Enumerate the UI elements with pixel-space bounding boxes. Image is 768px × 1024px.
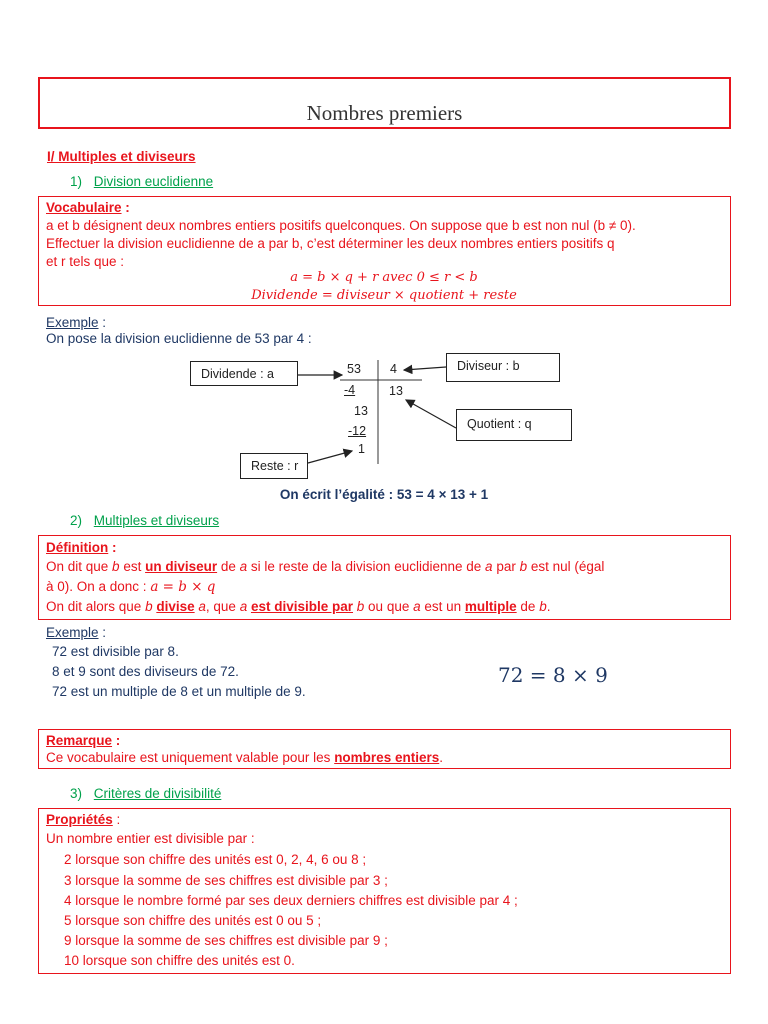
propriete-item: 4 lorsque le nombre formé par ses deux derniers chiffres est divisible par 4 ; [64, 893, 518, 908]
subsection-2-label: Multiples et diviseurs [93, 513, 220, 528]
propriete-item: 10 lorsque son chiffre des unités est 0. [64, 953, 295, 968]
var-a: a [485, 559, 493, 574]
proprietes-colon: : [112, 812, 121, 827]
vocabulaire-line-1: a et b désignent deux nombres entiers positifs quelconques. On suppose que b est non nul (b ≠ 0). [46, 218, 636, 233]
vocabulaire-title: Vocabulaire [46, 200, 122, 215]
t: Ce vocabulaire est uniquement valable pour les [46, 750, 335, 765]
term-multiple: multiple [464, 599, 517, 614]
t: de [516, 599, 540, 614]
propriete-item: 9 lorsque la somme de ses chiffres est divisible par 9 ; [64, 933, 388, 948]
var-b: b [356, 599, 365, 614]
arrow-diviseur [404, 367, 446, 370]
dividend-value: 53 [347, 362, 361, 376]
dividende-box: Dividende : a [190, 361, 298, 386]
term-divise: divise [156, 599, 195, 614]
exemple-2-colon: : [98, 625, 107, 640]
definition-line-2 [46, 579, 215, 595]
t: est un [420, 599, 465, 614]
definition-formula: a = b × q [150, 579, 216, 595]
subsection-1-number: 1) [70, 174, 83, 189]
section-heading: I/ Multiples et diviseurs [47, 149, 196, 164]
t: si le reste de la division euclidienne de [247, 559, 486, 574]
intermediate-13: 13 [354, 404, 368, 418]
exemple-2-formula: 72 = 8 × 9 [498, 663, 608, 687]
var-b: b [145, 599, 153, 614]
t: de [217, 559, 240, 574]
exemple-1-title: Exemple [46, 315, 99, 330]
t: par [492, 559, 520, 574]
propriete-item: 2 lorsque son chiffre des unités est 0, 2, 4, 6 ou 8 ; [64, 852, 367, 867]
exemple-2-heading [46, 625, 106, 640]
t: est nul (égal [527, 559, 605, 574]
exemple-2-line-1: 72 est divisible par 8. [52, 644, 179, 659]
title-box [38, 77, 731, 129]
exemple-1-text: On pose la division euclidienne de 53 par 4 : [46, 331, 312, 346]
definition-line-1 [46, 559, 604, 574]
definition-title: Définition [46, 540, 109, 555]
subsection-1-label: Division euclidienne [93, 174, 214, 189]
subsection-1 [70, 174, 213, 189]
proprietes-title: Propriétés [46, 812, 113, 827]
remarque-colon: : [112, 733, 121, 748]
var-a: a [239, 599, 248, 614]
remarque-text [46, 750, 443, 765]
remarque-heading [46, 733, 120, 748]
var-a: a [239, 559, 248, 574]
exemple-2-title: Exemple [46, 625, 99, 640]
t: , que [205, 599, 240, 614]
diviseur-box: Diviseur : b [446, 353, 560, 382]
vocabulaire-colon: : [121, 200, 130, 215]
vocabulaire-heading [46, 200, 130, 215]
exemple-1-colon: : [98, 315, 107, 330]
subsection-2-number: 2) [70, 513, 83, 528]
page-title: Nombres premiers [306, 101, 463, 125]
t: . [439, 750, 443, 765]
exemple-1-heading [46, 315, 106, 330]
term-diviseur: un diviseur [145, 559, 218, 574]
subtract-12: -12 [348, 424, 367, 438]
var-b: b [112, 559, 120, 574]
subsection-3-number: 3) [70, 786, 83, 801]
t: ou que [364, 599, 414, 614]
proprietes-heading [46, 812, 120, 827]
propriete-item: 5 lorsque son chiffre des unités est 0 ou 5 ; [64, 913, 322, 928]
subsection-2 [70, 513, 219, 528]
term-divisible: est divisible par [250, 599, 354, 614]
t: On dit alors que [46, 599, 146, 614]
arrow-quotient [406, 400, 456, 428]
var-b: b [519, 559, 528, 574]
reste-box: Reste : r [240, 453, 308, 479]
vocabulaire-formula-1: a = b × q + r avec 0 ≤ r < b [290, 270, 478, 285]
equality-line: On écrit l’égalité : 53 = 4 × 13 + 1 [279, 487, 489, 502]
quotient-value: 13 [389, 384, 403, 398]
exemple-2-line-3: 72 est un multiple de 8 et un multiple de 9. [52, 684, 306, 699]
t: . [546, 599, 551, 614]
definition-colon: : [108, 540, 117, 555]
vocabulaire-formula-2: Dividende = diviseur × quotient + reste [251, 288, 517, 303]
t: On dit que [46, 559, 113, 574]
var-a: a [198, 599, 206, 614]
definition-heading [46, 540, 117, 555]
subsection-3 [70, 786, 221, 801]
t: à 0). On a donc : [46, 579, 151, 594]
remarque-title: Remarque [46, 733, 113, 748]
exemple-2-line-2: 8 et 9 sont des diviseurs de 72. [52, 664, 239, 679]
subsection-3-label: Critères de divisibilité [93, 786, 222, 801]
proprietes-intro: Un nombre entier est divisible par : [46, 831, 255, 846]
quotient-box: Quotient : q [456, 409, 572, 441]
remainder-value: 1 [358, 442, 365, 456]
propriete-item: 3 lorsque la somme de ses chiffres est divisible par 3 ; [64, 873, 388, 888]
definition-line-3 [46, 599, 550, 614]
vocabulaire-line-2: Effectuer la division euclidienne de a par b, c’est déterminer les deux nombres entiers positifs q [46, 236, 615, 251]
var-a: a [413, 599, 421, 614]
t: est [119, 559, 146, 574]
var-b: b [539, 599, 547, 614]
divisor-value: 4 [390, 362, 397, 376]
subtract-4: -4 [344, 383, 356, 397]
arrow-reste [308, 451, 352, 463]
term-nombres-entiers: nombres entiers [334, 750, 440, 765]
vocabulaire-line-3: et r tels que : [46, 254, 125, 269]
